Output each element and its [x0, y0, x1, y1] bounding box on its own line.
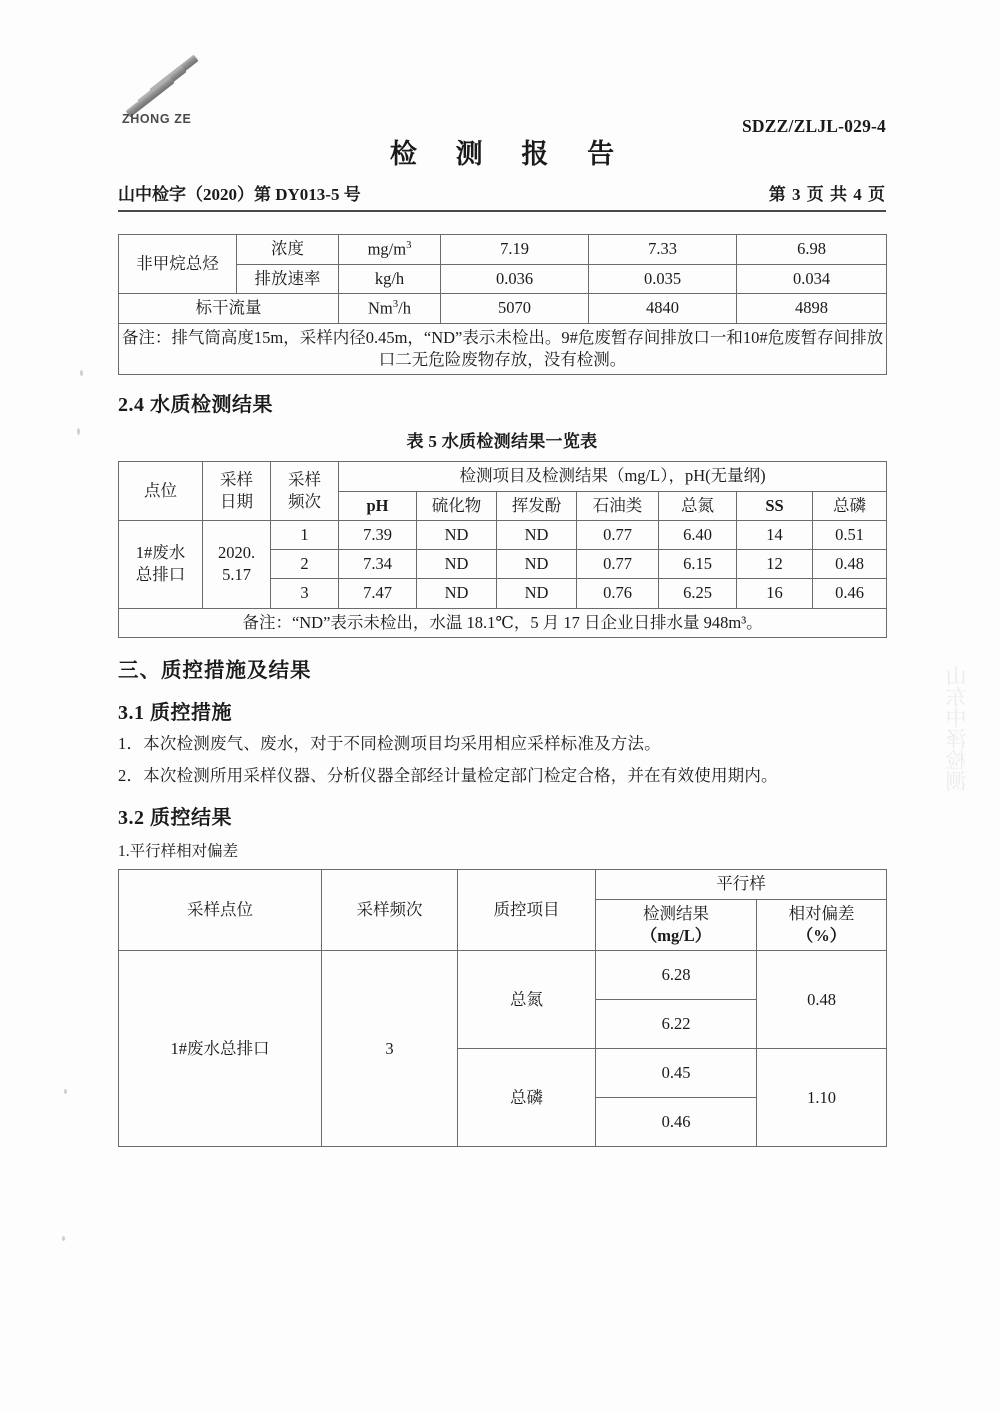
air-value: 5070: [441, 294, 589, 324]
air-table-note: 备注：排气筒高度15m，采样内径0.45m，“ND”表示未检出。9#危废暂存间排放口一和10#危废暂存间排放口二无危险废物存放，没有检测。: [119, 323, 887, 375]
water-value: ND: [417, 579, 497, 608]
water-value: ND: [497, 520, 577, 549]
water-value: 6.15: [659, 550, 737, 579]
qc-list-label: 1.平行样相对偏差: [118, 843, 239, 861]
qc-item-name: 总氮: [458, 951, 596, 1049]
qc-point-name: 1#废水总排口: [119, 951, 322, 1147]
water-header-item-volatile-phenol: 挥发酚: [497, 491, 577, 520]
air-item-name: 浓度: [237, 235, 339, 265]
water-value: ND: [497, 579, 577, 608]
logo-text: ZHONG ZE: [122, 112, 192, 126]
qc-measure-line-2: 2．本次检测所用采样仪器、分析仪器全部经计量检定部门检定合格，并在有效使用期内。: [118, 765, 778, 785]
water-header-date-line1: 采样: [220, 469, 253, 489]
page-content: [118, 60, 886, 1147]
section-heading-2-4: 2.4 水质检测结果: [118, 394, 273, 417]
air-value: 0.036: [441, 264, 589, 293]
air-value: 4840: [589, 294, 737, 324]
water-value: 7.47: [339, 579, 417, 608]
qc-header-parallel: 平行样: [596, 870, 887, 899]
section-heading-3-2: 3.2 质控结果: [118, 807, 232, 830]
qc-header-deviation-line2: （%）: [796, 925, 847, 945]
company-logo: [120, 68, 216, 130]
air-unit-tail: /h: [398, 298, 411, 318]
water-value: 6.25: [659, 579, 737, 608]
water-value: 0.51: [813, 520, 887, 549]
water-value: ND: [417, 520, 497, 549]
water-value: ND: [417, 550, 497, 579]
water-freq: 3: [271, 579, 339, 608]
water-header-date: [203, 462, 271, 521]
qc-result-value: 0.46: [596, 1098, 757, 1147]
water-header-freq-line1: 采样: [288, 469, 321, 489]
section-heading-3: 三、质控措施及结果: [118, 659, 312, 682]
table-row: [119, 462, 887, 491]
water-value: 0.76: [577, 579, 659, 608]
table-row: [119, 294, 887, 324]
air-unit: [339, 235, 441, 265]
water-value: 0.77: [577, 550, 659, 579]
water-value: 16: [737, 579, 813, 608]
water-header-item-total-phosphorus: 总磷: [813, 491, 887, 520]
table-row: [119, 608, 887, 637]
qc-deviation-value: 1.10: [757, 1049, 887, 1147]
water-header-date-line2: 日期: [220, 492, 253, 512]
scan-showthrough-watermark: 山东中泽检测: [945, 665, 969, 791]
water-header-item-petroleum: 石油类: [577, 491, 659, 520]
table-row: [119, 951, 887, 1000]
water-value: 14: [737, 520, 813, 549]
qc-result-value: 6.28: [596, 951, 757, 1000]
page-header: [118, 60, 886, 178]
water-header-item-total-nitrogen: 总氮: [659, 491, 737, 520]
table-row: [119, 520, 887, 549]
water-header-item-ph: pH: [339, 491, 417, 520]
water-point-line2: 总排口: [135, 565, 186, 585]
water-table-note: 备注：“ND”表示未检出，水温 18.1℃，5 月 17 日企业日排水量 948m³。: [119, 608, 887, 637]
water-value: 7.39: [339, 520, 417, 549]
qc-header-result: [596, 899, 757, 951]
air-item-name: 排放速率: [237, 264, 339, 293]
document-code: SDZZ/ZLJL-029-4: [742, 116, 886, 136]
qc-header-point: 采样点位: [119, 870, 322, 951]
table-row: [119, 870, 887, 899]
qc-item-name: 总磷: [458, 1049, 596, 1147]
qc-header-deviation: [757, 899, 887, 951]
water-freq: 2: [271, 550, 339, 579]
air-results-table: [118, 234, 887, 375]
qc-header-result-line2: （mg/L）: [640, 925, 712, 945]
air-unit-sup: 3: [406, 239, 412, 251]
water-value: 0.46: [813, 579, 887, 608]
water-value: 0.77: [577, 520, 659, 549]
water-value: 12: [737, 550, 813, 579]
air-value: 4898: [737, 294, 887, 324]
scan-speck: [64, 1089, 67, 1094]
water-header-item-ss: SS: [737, 491, 813, 520]
water-value: 6.40: [659, 520, 737, 549]
air-item-name: 标干流量: [119, 294, 339, 324]
water-value: 7.34: [339, 550, 417, 579]
air-unit: kg/h: [339, 264, 441, 293]
qc-measure-line-1: 1．本次检测废气、废水，对于不同检测项目均采用相应采样标准及方法。: [118, 733, 661, 753]
water-date-line2: 5.17: [222, 565, 251, 585]
water-header-point: 点位: [119, 462, 203, 521]
table-row: [119, 323, 887, 375]
section-heading-3-1: 3.1 质控措施: [118, 701, 232, 724]
qc-header-item: 质控项目: [458, 870, 596, 951]
page-title: 检 测 报 告: [389, 139, 631, 169]
logo-bars-icon: [120, 68, 212, 110]
air-value: 7.19: [441, 235, 589, 265]
water-results-table: [118, 461, 887, 638]
qc-header-deviation-line1: 相对偏差: [788, 903, 855, 923]
air-value: 0.035: [589, 264, 737, 293]
water-header-freq: [271, 462, 339, 521]
qc-freq: 3: [322, 951, 458, 1147]
qc-deviation-value: 0.48: [757, 951, 887, 1049]
air-unit-sup: 3: [392, 298, 399, 311]
table-row: [119, 235, 887, 265]
air-value: 0.034: [737, 264, 887, 293]
water-header-group: 检测项目及检测结果（mg/L），pH(无量纲): [339, 462, 887, 491]
water-header-item-sulfide: 硫化物: [417, 491, 497, 520]
water-date-line1: 2020.: [217, 542, 256, 562]
qc-result-value: 6.22: [596, 1000, 757, 1049]
air-value: 7.33: [589, 235, 737, 265]
water-freq: 1: [271, 520, 339, 549]
water-point-name: [119, 520, 203, 608]
document-number: 山中检字（2020）第 DY013-5 号: [118, 185, 361, 204]
water-value: 0.48: [813, 550, 887, 579]
air-unit: [339, 294, 441, 324]
qc-header-result-line1: 检测结果: [643, 903, 709, 923]
qc-result-value: 0.45: [596, 1049, 757, 1098]
water-header-freq-line2: 频次: [288, 492, 321, 512]
page-number: 第 3 页 共 4 页: [768, 185, 886, 204]
qc-results-table: [118, 869, 887, 1147]
water-table-caption: 表 5 水质检测结果一览表: [406, 432, 598, 452]
water-sample-date: [203, 520, 271, 608]
air-unit-text: mg/m: [367, 239, 407, 259]
header-rule-row: [118, 178, 886, 212]
scan-speck: [80, 370, 83, 376]
scan-speck: [62, 1236, 65, 1241]
water-value: ND: [497, 550, 577, 579]
air-unit-text: Nm: [368, 298, 393, 318]
air-param-name: 非甲烷总烃: [119, 235, 237, 294]
air-value: 6.98: [737, 235, 887, 265]
scan-speck: [77, 428, 80, 435]
qc-header-freq: 采样频次: [322, 870, 458, 951]
water-point-line1: 1#废水: [135, 542, 186, 562]
